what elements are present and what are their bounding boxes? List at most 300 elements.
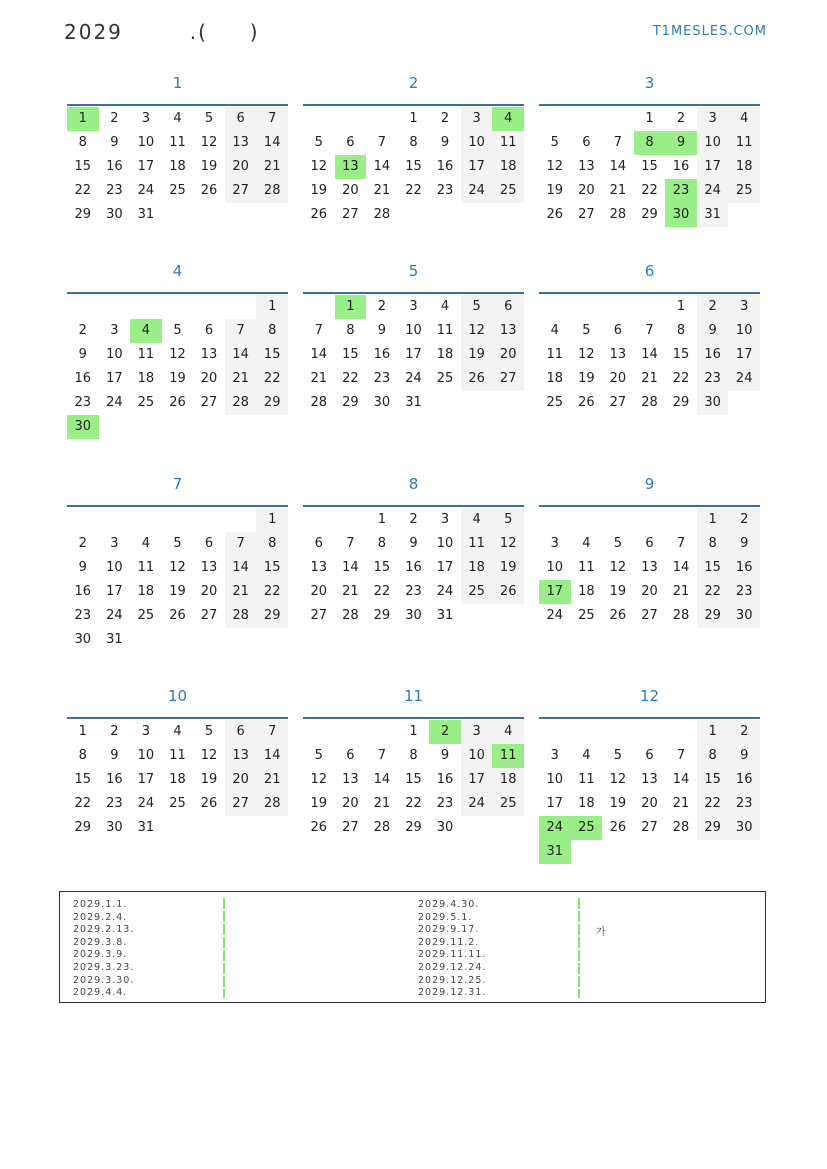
day-cell[interactable]: 20 — [225, 155, 257, 179]
day-cell[interactable]: 20 — [609, 371, 627, 386]
day-cell[interactable]: 28 — [609, 207, 627, 222]
day-cell[interactable]: 5 — [314, 135, 323, 150]
day-cell[interactable]: 5 — [492, 508, 524, 532]
day-cell[interactable]: 31 — [405, 395, 422, 410]
day-cell[interactable]: 22 — [405, 796, 422, 811]
day-cell[interactable]: 12 — [310, 772, 328, 787]
day-cell[interactable]: 24 — [137, 183, 155, 198]
holiday-day-cell[interactable]: 9 — [665, 131, 697, 155]
day-cell[interactable]: 12 — [169, 560, 186, 575]
day-cell[interactable]: 9 — [110, 135, 119, 150]
day-cell[interactable]: 16 — [405, 560, 422, 575]
day-cell[interactable]: 27 — [225, 792, 257, 816]
day-cell[interactable]: 4 — [461, 508, 493, 532]
day-cell[interactable]: 29 — [74, 820, 92, 835]
day-cell[interactable]: 21 — [256, 155, 288, 179]
day-cell[interactable]: 19 — [310, 796, 328, 811]
day-cell[interactable]: 7 — [645, 323, 654, 338]
day-cell[interactable]: 8 — [697, 532, 729, 556]
day-cell[interactable]: 27 — [200, 608, 218, 623]
day-cell[interactable]: 8 — [78, 135, 87, 150]
day-cell[interactable]: 29 — [373, 608, 391, 623]
day-cell[interactable]: 7 — [256, 107, 288, 131]
day-cell[interactable]: 30 — [728, 816, 760, 840]
day-cell[interactable]: 6 — [346, 748, 355, 763]
day-cell[interactable]: 9 — [697, 319, 729, 343]
day-cell[interactable]: 25 — [546, 395, 564, 410]
day-cell[interactable]: 7 — [225, 319, 257, 343]
day-cell[interactable]: 1 — [377, 512, 387, 527]
day-cell[interactable]: 22 — [74, 183, 92, 198]
holiday-day-cell[interactable]: 23 — [665, 179, 697, 203]
day-cell[interactable]: 11 — [169, 748, 186, 763]
day-cell[interactable]: 22 — [342, 371, 359, 386]
day-cell[interactable]: 7 — [346, 536, 355, 551]
day-cell[interactable]: 14 — [342, 560, 359, 575]
day-cell[interactable]: 19 — [461, 343, 493, 367]
day-cell[interactable]: 21 — [225, 580, 257, 604]
day-cell[interactable]: 5 — [613, 748, 623, 763]
day-cell[interactable]: 29 — [256, 391, 288, 415]
holiday-day-cell[interactable]: 31 — [539, 840, 571, 864]
day-cell[interactable]: 13 — [200, 347, 218, 362]
day-cell[interactable]: 17 — [728, 343, 760, 367]
day-cell[interactable]: 2 — [377, 299, 387, 314]
day-cell[interactable]: 5 — [461, 295, 493, 319]
day-cell[interactable]: 27 — [342, 820, 359, 835]
day-cell[interactable]: 17 — [546, 796, 564, 811]
day-cell[interactable]: 23 — [373, 371, 391, 386]
day-cell[interactable]: 21 — [225, 367, 257, 391]
day-cell[interactable]: 11 — [137, 347, 155, 362]
day-cell[interactable]: 20 — [492, 343, 524, 367]
day-cell[interactable]: 26 — [169, 395, 186, 410]
day-cell[interactable]: 20 — [310, 584, 328, 599]
holiday-day-cell[interactable]: 17 — [539, 580, 571, 604]
day-cell[interactable]: 5 — [204, 724, 214, 739]
day-cell[interactable]: 6 — [204, 323, 214, 338]
day-cell[interactable]: 3 — [461, 720, 493, 744]
day-cell[interactable]: 27 — [310, 608, 328, 623]
day-cell[interactable]: 11 — [436, 323, 454, 338]
day-cell[interactable]: 28 — [310, 395, 328, 410]
day-cell[interactable]: 1 — [676, 299, 686, 314]
day-cell[interactable]: 30 — [74, 632, 92, 647]
day-cell[interactable]: 13 — [609, 347, 627, 362]
day-cell[interactable]: 29 — [256, 604, 288, 628]
day-cell[interactable]: 18 — [546, 371, 564, 386]
day-cell[interactable]: 10 — [728, 319, 760, 343]
day-cell[interactable]: 24 — [697, 179, 729, 203]
holiday-day-cell[interactable]: 30 — [67, 415, 99, 439]
day-cell[interactable]: 20 — [200, 584, 218, 599]
day-cell[interactable]: 1 — [256, 508, 288, 532]
day-cell[interactable]: 10 — [137, 135, 155, 150]
day-cell[interactable]: 9 — [728, 744, 760, 768]
day-cell[interactable]: 21 — [373, 183, 391, 198]
day-cell[interactable]: 1 — [697, 720, 729, 744]
day-cell[interactable]: 16 — [672, 159, 690, 174]
day-cell[interactable]: 6 — [582, 135, 591, 150]
day-cell[interactable]: 25 — [137, 395, 155, 410]
day-cell[interactable]: 2 — [728, 720, 760, 744]
day-cell[interactable]: 17 — [137, 159, 155, 174]
day-cell[interactable]: 11 — [728, 131, 760, 155]
day-cell[interactable]: 2 — [676, 111, 686, 126]
day-cell[interactable]: 20 — [225, 768, 257, 792]
day-cell[interactable]: 18 — [578, 584, 595, 599]
day-cell[interactable]: 3 — [440, 512, 450, 527]
day-cell[interactable]: 26 — [200, 183, 218, 198]
day-cell[interactable]: 10 — [461, 131, 493, 155]
day-cell[interactable]: 15 — [405, 159, 422, 174]
day-cell[interactable]: 14 — [672, 772, 690, 787]
day-cell[interactable]: 1 — [256, 295, 288, 319]
day-cell[interactable]: 4 — [141, 536, 151, 551]
day-cell[interactable]: 22 — [641, 183, 658, 198]
day-cell[interactable]: 2 — [728, 508, 760, 532]
day-cell[interactable]: 3 — [728, 295, 760, 319]
day-cell[interactable]: 30 — [436, 820, 454, 835]
day-cell[interactable]: 14 — [256, 744, 288, 768]
day-cell[interactable]: 30 — [106, 207, 123, 222]
day-cell[interactable]: 11 — [546, 347, 564, 362]
day-cell[interactable]: 22 — [256, 580, 288, 604]
day-cell[interactable]: 19 — [609, 584, 627, 599]
day-cell[interactable]: 15 — [672, 347, 690, 362]
day-cell[interactable]: 27 — [342, 207, 359, 222]
day-cell[interactable]: 9 — [440, 748, 450, 763]
day-cell[interactable]: 28 — [225, 391, 257, 415]
day-cell[interactable]: 17 — [436, 560, 454, 575]
day-cell[interactable]: 3 — [110, 323, 119, 338]
day-cell[interactable]: 27 — [492, 367, 524, 391]
day-cell[interactable]: 24 — [461, 179, 493, 203]
day-cell[interactable]: 16 — [728, 556, 760, 580]
day-cell[interactable]: 21 — [672, 584, 690, 599]
day-cell[interactable]: 3 — [550, 748, 559, 763]
day-cell[interactable]: 26 — [461, 367, 493, 391]
day-cell[interactable]: 21 — [256, 768, 288, 792]
day-cell[interactable]: 19 — [609, 796, 627, 811]
day-cell[interactable]: 19 — [578, 371, 595, 386]
day-cell[interactable]: 9 — [78, 560, 87, 575]
day-cell[interactable]: 13 — [225, 744, 257, 768]
day-cell[interactable]: 15 — [373, 560, 391, 575]
day-cell[interactable]: 4 — [173, 724, 182, 739]
day-cell[interactable]: 13 — [310, 560, 328, 575]
day-cell[interactable]: 28 — [256, 179, 288, 203]
day-cell[interactable]: 21 — [641, 371, 658, 386]
day-cell[interactable]: 10 — [546, 560, 564, 575]
day-cell[interactable]: 23 — [106, 183, 123, 198]
day-cell[interactable]: 16 — [74, 584, 92, 599]
day-cell[interactable]: 27 — [609, 395, 627, 410]
day-cell[interactable]: 15 — [405, 772, 422, 787]
day-cell[interactable]: 27 — [225, 179, 257, 203]
day-cell[interactable]: 25 — [461, 580, 493, 604]
day-cell[interactable]: 16 — [697, 343, 729, 367]
day-cell[interactable]: 11 — [578, 772, 595, 787]
day-cell[interactable]: 1 — [409, 724, 418, 739]
day-cell[interactable]: 2 — [78, 536, 87, 551]
day-cell[interactable]: 14 — [225, 556, 257, 580]
day-cell[interactable]: 31 — [137, 820, 155, 835]
day-cell[interactable]: 8 — [256, 532, 288, 556]
day-cell[interactable]: 31 — [137, 207, 155, 222]
day-cell[interactable]: 14 — [373, 159, 391, 174]
day-cell[interactable]: 24 — [461, 792, 493, 816]
day-cell[interactable]: 22 — [672, 371, 690, 386]
day-cell[interactable]: 25 — [492, 179, 524, 203]
day-cell[interactable]: 28 — [373, 820, 391, 835]
day-cell[interactable]: 29 — [672, 395, 690, 410]
day-cell[interactable]: 21 — [310, 371, 328, 386]
day-cell[interactable]: 19 — [546, 183, 564, 198]
day-cell[interactable]: 14 — [609, 159, 627, 174]
day-cell[interactable]: 4 — [173, 111, 182, 126]
day-cell[interactable]: 23 — [728, 792, 760, 816]
day-cell[interactable]: 17 — [137, 772, 155, 787]
day-cell[interactable]: 22 — [697, 792, 729, 816]
day-cell[interactable]: 15 — [74, 159, 92, 174]
day-cell[interactable]: 23 — [728, 580, 760, 604]
day-cell[interactable]: 26 — [546, 207, 564, 222]
day-cell[interactable]: 12 — [609, 560, 627, 575]
day-cell[interactable]: 10 — [405, 323, 422, 338]
day-cell[interactable]: 25 — [578, 608, 595, 623]
day-cell[interactable]: 26 — [169, 608, 186, 623]
day-cell[interactable]: 5 — [613, 536, 623, 551]
day-cell[interactable]: 3 — [461, 107, 493, 131]
day-cell[interactable]: 6 — [492, 295, 524, 319]
day-cell[interactable]: 21 — [373, 796, 391, 811]
day-cell[interactable]: 2 — [110, 111, 119, 126]
day-cell[interactable]: 23 — [436, 183, 454, 198]
day-cell[interactable]: 19 — [492, 556, 524, 580]
day-cell[interactable]: 8 — [409, 748, 418, 763]
day-cell[interactable]: 13 — [225, 131, 257, 155]
day-cell[interactable]: 21 — [672, 796, 690, 811]
day-cell[interactable]: 28 — [641, 395, 658, 410]
day-cell[interactable]: 29 — [74, 207, 92, 222]
day-cell[interactable]: 2 — [78, 323, 87, 338]
day-cell[interactable]: 2 — [409, 512, 418, 527]
day-cell[interactable]: 7 — [377, 135, 387, 150]
day-cell[interactable]: 1 — [78, 724, 87, 739]
day-cell[interactable]: 18 — [169, 159, 186, 174]
day-cell[interactable]: 15 — [641, 159, 658, 174]
day-cell[interactable]: 20 — [342, 183, 359, 198]
day-cell[interactable]: 25 — [137, 608, 155, 623]
holiday-day-cell[interactable]: 25 — [571, 816, 603, 840]
day-cell[interactable]: 29 — [641, 207, 658, 222]
day-cell[interactable]: 26 — [492, 580, 524, 604]
brand-logo-text[interactable]: T1MESLES.COM — [652, 24, 767, 39]
holiday-day-cell[interactable]: 24 — [539, 816, 571, 840]
day-cell[interactable]: 7 — [676, 536, 686, 551]
day-cell[interactable]: 12 — [200, 748, 218, 763]
holiday-day-cell[interactable]: 2 — [429, 720, 461, 744]
day-cell[interactable]: 21 — [609, 183, 627, 198]
day-cell[interactable]: 5 — [173, 323, 182, 338]
day-cell[interactable]: 17 — [106, 371, 123, 386]
day-cell[interactable]: 18 — [436, 347, 454, 362]
day-cell[interactable]: 12 — [310, 159, 328, 174]
day-cell[interactable]: 10 — [697, 131, 729, 155]
day-cell[interactable]: 4 — [728, 107, 760, 131]
day-cell[interactable]: 19 — [200, 772, 218, 787]
day-cell[interactable]: 22 — [74, 796, 92, 811]
day-cell[interactable]: 13 — [342, 772, 359, 787]
day-cell[interactable]: 15 — [256, 556, 288, 580]
day-cell[interactable]: 10 — [436, 536, 454, 551]
day-cell[interactable]: 11 — [137, 560, 155, 575]
day-cell[interactable]: 28 — [672, 820, 690, 835]
day-cell[interactable]: 18 — [728, 155, 760, 179]
day-cell[interactable]: 8 — [256, 319, 288, 343]
day-cell[interactable]: 15 — [342, 347, 359, 362]
day-cell[interactable]: 28 — [342, 608, 359, 623]
day-cell[interactable]: 8 — [697, 744, 729, 768]
day-cell[interactable]: 6 — [314, 536, 323, 551]
day-cell[interactable]: 16 — [74, 371, 92, 386]
day-cell[interactable]: 6 — [225, 720, 257, 744]
day-cell[interactable]: 19 — [200, 159, 218, 174]
day-cell[interactable]: 30 — [405, 608, 422, 623]
day-cell[interactable]: 22 — [405, 183, 422, 198]
day-cell[interactable]: 7 — [225, 532, 257, 556]
day-cell[interactable]: 31 — [106, 632, 123, 647]
day-cell[interactable]: 1 — [409, 111, 418, 126]
day-cell[interactable]: 20 — [200, 371, 218, 386]
day-cell[interactable]: 18 — [169, 772, 186, 787]
day-cell[interactable]: 30 — [373, 395, 391, 410]
day-cell[interactable]: 13 — [578, 159, 595, 174]
day-cell[interactable]: 20 — [342, 796, 359, 811]
day-cell[interactable]: 22 — [697, 580, 729, 604]
day-cell[interactable]: 16 — [728, 768, 760, 792]
day-cell[interactable]: 24 — [546, 608, 564, 623]
day-cell[interactable]: 20 — [641, 584, 658, 599]
day-cell[interactable]: 13 — [641, 772, 658, 787]
day-cell[interactable]: 27 — [578, 207, 595, 222]
holiday-day-cell[interactable]: 4 — [492, 107, 524, 131]
holiday-day-cell[interactable]: 8 — [634, 131, 666, 155]
day-cell[interactable]: 7 — [676, 748, 686, 763]
day-cell[interactable]: 26 — [609, 820, 627, 835]
day-cell[interactable]: 5 — [173, 536, 182, 551]
day-cell[interactable]: 9 — [409, 536, 418, 551]
day-cell[interactable]: 3 — [141, 724, 151, 739]
day-cell[interactable]: 26 — [578, 395, 595, 410]
day-cell[interactable]: 31 — [436, 608, 454, 623]
day-cell[interactable]: 17 — [697, 155, 729, 179]
day-cell[interactable]: 16 — [436, 772, 454, 787]
day-cell[interactable]: 25 — [728, 179, 760, 203]
day-cell[interactable]: 1 — [697, 508, 729, 532]
day-cell[interactable]: 18 — [137, 371, 155, 386]
day-cell[interactable]: 28 — [225, 604, 257, 628]
day-cell[interactable]: 12 — [609, 772, 627, 787]
day-cell[interactable]: 4 — [582, 748, 591, 763]
day-cell[interactable]: 30 — [106, 820, 123, 835]
day-cell[interactable]: 16 — [373, 347, 391, 362]
holiday-day-cell[interactable]: 11 — [492, 744, 524, 768]
day-cell[interactable]: 23 — [697, 367, 729, 391]
day-cell[interactable]: 6 — [225, 107, 257, 131]
day-cell[interactable]: 9 — [377, 323, 387, 338]
day-cell[interactable]: 8 — [377, 536, 387, 551]
day-cell[interactable]: 26 — [200, 796, 218, 811]
day-cell[interactable]: 24 — [106, 608, 123, 623]
day-cell[interactable]: 12 — [578, 347, 595, 362]
day-cell[interactable]: 11 — [578, 560, 595, 575]
day-cell[interactable]: 27 — [641, 608, 658, 623]
day-cell[interactable]: 20 — [578, 183, 595, 198]
day-cell[interactable]: 30 — [697, 391, 729, 415]
holiday-day-cell[interactable]: 1 — [67, 107, 99, 131]
day-cell[interactable]: 31 — [697, 203, 729, 227]
day-cell[interactable]: 12 — [461, 319, 493, 343]
day-cell[interactable]: 4 — [582, 536, 591, 551]
day-cell[interactable]: 10 — [106, 347, 123, 362]
day-cell[interactable]: 3 — [141, 111, 151, 126]
holiday-day-cell[interactable]: 4 — [130, 319, 162, 343]
day-cell[interactable]: 21 — [342, 584, 359, 599]
day-cell[interactable]: 2 — [440, 111, 450, 126]
day-cell[interactable]: 14 — [641, 347, 658, 362]
day-cell[interactable]: 29 — [342, 395, 359, 410]
day-cell[interactable]: 7 — [256, 720, 288, 744]
day-cell[interactable]: 4 — [440, 299, 450, 314]
day-cell[interactable]: 28 — [373, 207, 391, 222]
day-cell[interactable]: 27 — [641, 820, 658, 835]
day-cell[interactable]: 15 — [256, 343, 288, 367]
day-cell[interactable]: 12 — [492, 532, 524, 556]
day-cell[interactable]: 15 — [697, 768, 729, 792]
day-cell[interactable]: 14 — [256, 131, 288, 155]
day-cell[interactable]: 23 — [74, 608, 92, 623]
day-cell[interactable]: 3 — [110, 536, 119, 551]
day-cell[interactable]: 9 — [78, 347, 87, 362]
day-cell[interactable]: 7 — [377, 748, 387, 763]
day-cell[interactable]: 24 — [728, 367, 760, 391]
holiday-day-cell[interactable]: 1 — [335, 295, 367, 319]
day-cell[interactable]: 18 — [492, 155, 524, 179]
day-cell[interactable]: 29 — [697, 604, 729, 628]
day-cell[interactable]: 12 — [169, 347, 186, 362]
day-cell[interactable]: 10 — [461, 744, 493, 768]
day-cell[interactable]: 13 — [492, 319, 524, 343]
day-cell[interactable]: 24 — [405, 371, 422, 386]
day-cell[interactable]: 25 — [169, 796, 186, 811]
day-cell[interactable]: 26 — [310, 207, 328, 222]
day-cell[interactable]: 14 — [373, 772, 391, 787]
day-cell[interactable]: 4 — [550, 323, 559, 338]
day-cell[interactable]: 22 — [256, 367, 288, 391]
day-cell[interactable]: 12 — [200, 135, 218, 150]
day-cell[interactable]: 16 — [106, 159, 123, 174]
day-cell[interactable]: 24 — [137, 796, 155, 811]
day-cell[interactable]: 16 — [436, 159, 454, 174]
day-cell[interactable]: 27 — [200, 395, 218, 410]
day-cell[interactable]: 6 — [204, 536, 214, 551]
day-cell[interactable]: 5 — [314, 748, 323, 763]
day-cell[interactable]: 7 — [613, 135, 623, 150]
day-cell[interactable]: 30 — [728, 604, 760, 628]
day-cell[interactable]: 28 — [672, 608, 690, 623]
